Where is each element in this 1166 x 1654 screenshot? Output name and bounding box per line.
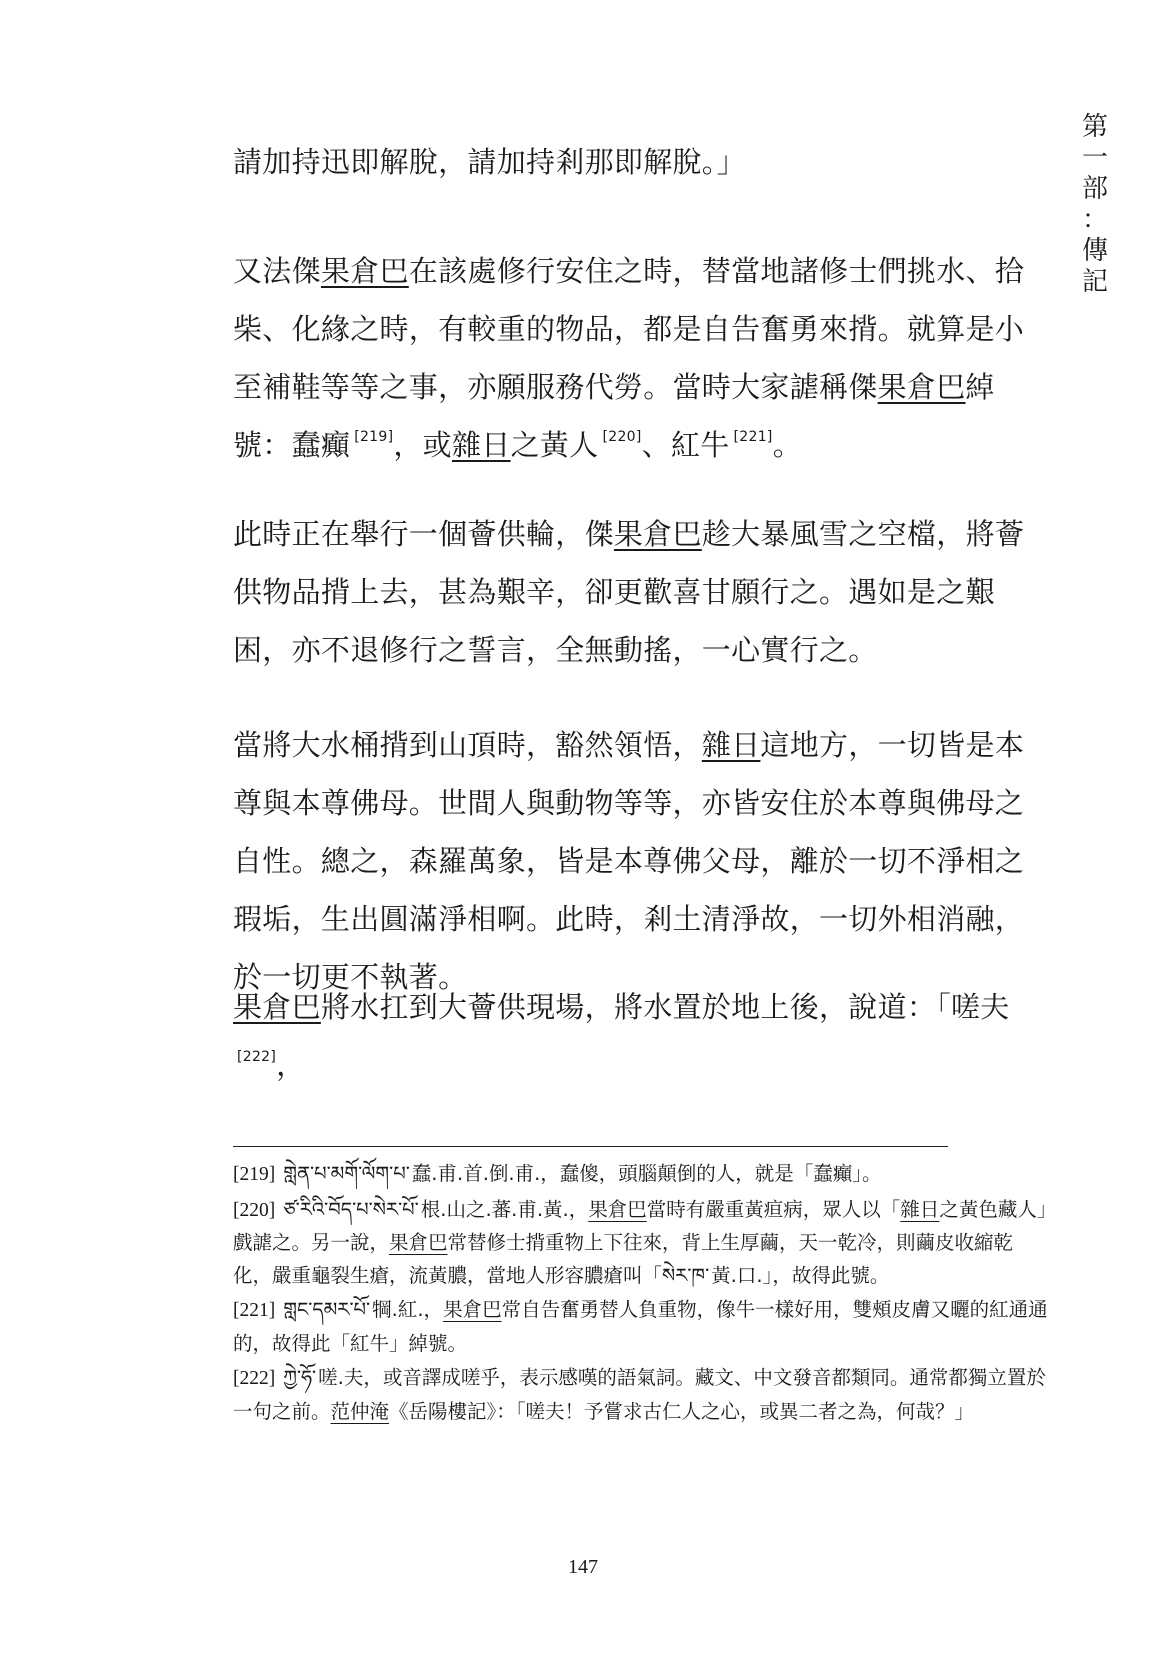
paragraph bbox=[233, 716, 1051, 1006]
section-running-header bbox=[1082, 112, 1108, 298]
tibetan-text: སེར་ཁ་ bbox=[662, 1263, 710, 1287]
tibetan-term: ཀྱེ་ཧོ་ bbox=[283, 1366, 317, 1389]
side-char: 記 bbox=[1082, 267, 1109, 297]
underlined-name: 果倉巴 bbox=[613, 517, 702, 551]
footnote bbox=[233, 1294, 1051, 1360]
footnote-number: [220] bbox=[233, 1199, 276, 1221]
text-run: 常自告奮勇替人負重物，像牛一樣好用，雙頰皮膚又曬的紅通通的，故得此「紅牛」綽號。 bbox=[233, 1298, 1048, 1355]
footnote-ref: [222] bbox=[237, 1049, 277, 1065]
text-run: ， bbox=[276, 1048, 306, 1082]
text-run: 綽號：蠢癲 bbox=[233, 370, 995, 462]
paragraph bbox=[233, 242, 1051, 480]
side-char: 一 bbox=[1082, 143, 1109, 173]
side-char: 部 bbox=[1082, 174, 1109, 204]
text-run: 嗟.夫，或音譯成嗟乎，表示感嘆的語氣詞。藏文、中文發音都類同。通常都獨立置於一句之前。 bbox=[233, 1366, 1046, 1423]
footnotes bbox=[233, 1158, 1051, 1430]
text-run: 當將大水桶揹到山頂時，豁然領悟， bbox=[233, 728, 702, 762]
footnote-divider bbox=[233, 1146, 948, 1147]
footnote bbox=[233, 1158, 1051, 1192]
text-run: 常替修士揹重物上下往來，背上生厚繭，天一乾冷，則繭皮收縮乾化，嚴重龜裂生瘡，流黃膿，當地人形容膿瘡叫「 bbox=[233, 1231, 1014, 1287]
text-run: 黃.口.」，故得此號。 bbox=[711, 1263, 890, 1287]
text-run: 在該處修行安住之時，替當地諸修士們挑水、拾柴、化緣之時，有較重的物品，都是自告奮勇來揹。就算是小至補鞋等等之事，亦願服務代勞。當時大家謔稱傑 bbox=[233, 254, 1025, 404]
text-run: 犅.紅.， bbox=[372, 1298, 444, 1321]
tibetan-term: ཙ་རིའི་བོད་པ་སེར་པོ་ bbox=[283, 1197, 419, 1221]
underlined-name: 雜日 bbox=[451, 428, 511, 462]
text-run: 請加持迅即解脫，請加持剎那即解脫。」 bbox=[233, 145, 746, 179]
side-char: ： bbox=[1082, 205, 1109, 235]
text-run: ，或 bbox=[393, 428, 452, 462]
underlined-name: 范仲淹 bbox=[330, 1399, 390, 1423]
text-run: 根.山之.蕃.甫.黃.， bbox=[420, 1197, 589, 1221]
underlined-name: 雜日 bbox=[701, 728, 761, 762]
paragraph-quote-end bbox=[233, 133, 1051, 191]
text-run: 。 bbox=[772, 428, 803, 462]
side-char: 傳 bbox=[1082, 236, 1109, 266]
text-run: 之黃人 bbox=[510, 428, 599, 462]
text-run: 當時有嚴重黃疸病，眾人以「 bbox=[646, 1197, 901, 1221]
text-run: 這地方，一切皆是本尊與本尊佛母。世間人與動物等等，亦皆安住於本尊與佛母之自性。總之，森羅萬象，皆是本尊佛父母，離於一切不淨相之瑕垢，生出圓滿淨相啊。此時，剎土清淨故，一切外相消融，於一切更不執著。 bbox=[233, 728, 1025, 994]
side-char: 第 bbox=[1082, 112, 1109, 142]
text-run: 《岳陽樓記》：「嗟夫！予嘗求古仁人之心，或異二者之為，何哉？」 bbox=[389, 1399, 975, 1423]
underlined-name: 果倉巴 bbox=[443, 1298, 502, 1321]
underlined-name: 果倉巴 bbox=[877, 370, 966, 404]
paragraph bbox=[233, 978, 1051, 1100]
text-run: 趁大暴風雪之空檔，將薈供物品揹上去，甚為艱辛，卻更歡喜甘願行之。遇如是之艱困，亦不退修行之誓言，全無動搖，一心實行之。 bbox=[233, 517, 1025, 667]
footnote bbox=[233, 1362, 1051, 1428]
footnote-number: [219] bbox=[233, 1164, 276, 1185]
underlined-name: 果倉巴 bbox=[320, 254, 409, 288]
text-run: 、紅牛 bbox=[641, 428, 730, 462]
underlined-name: 果倉巴 bbox=[233, 990, 321, 1024]
text-run: 此時正在舉行一個薈供輪，傑 bbox=[233, 517, 614, 551]
footnote-number: [221] bbox=[233, 1300, 276, 1321]
underlined-name: 雜日 bbox=[900, 1197, 940, 1221]
text-run: 將水扛到大薈供現場，將水置於地上後，說道：「嗟夫 bbox=[320, 990, 1010, 1024]
text-run: 又法傑 bbox=[233, 254, 321, 288]
underlined-name: 果倉巴 bbox=[588, 1197, 647, 1221]
footnote bbox=[233, 1194, 1051, 1293]
underlined-name: 果倉巴 bbox=[389, 1231, 448, 1254]
text-run: 之黃色藏人」戲謔之。另一說， bbox=[233, 1197, 1047, 1254]
footnote-ref: [221] bbox=[733, 429, 773, 445]
tibetan-term: གླང་དམར་པོ་ bbox=[283, 1298, 371, 1321]
text-run: 蠢.甫.首.倒.甫.，蠢傻，頭腦顛倒的人，就是「蠢癲」。 bbox=[411, 1162, 882, 1185]
footnote-number: [222] bbox=[233, 1368, 276, 1389]
paragraph bbox=[233, 505, 1051, 679]
footnote-ref: [219] bbox=[354, 429, 394, 445]
page-number: 147 bbox=[568, 1556, 598, 1578]
tibetan-term: གླེན་པ་མགོ་ལོག་པ་ bbox=[283, 1162, 410, 1185]
footnote-ref: [220] bbox=[602, 429, 642, 445]
